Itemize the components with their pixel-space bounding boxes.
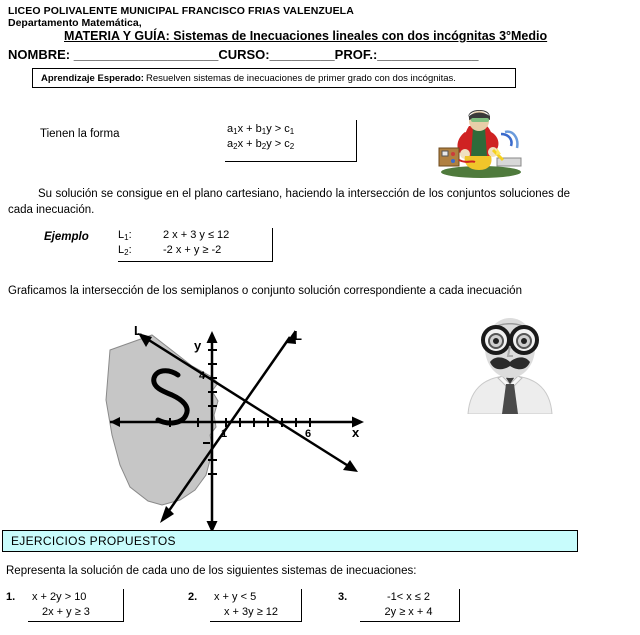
exercise-system-box [210, 589, 302, 622]
exercise-line-1: -1< x ≤ 2 [386, 591, 431, 603]
y-axis-top-arrow [207, 331, 218, 343]
professor-photo [462, 314, 558, 414]
exercises-banner-label: EJERCICIOS PROPUESTOS [11, 534, 176, 548]
exercise-number: 2. [188, 591, 198, 603]
exercises-instruction: Representa la solución de cada uno de los siguientes sistemas de inecuaciones: [6, 565, 417, 577]
graph-svg [100, 315, 390, 545]
x-tick-label-6: 6 [305, 428, 312, 440]
example-line-2: $L_2$: -2 x + y ≥ -2 [118, 244, 222, 257]
student-fields-line: NOMBRE: ____________________CURSO:_________PROF.:______________ [8, 47, 479, 62]
exercises-banner [2, 530, 578, 552]
exercise-system-box [360, 589, 460, 622]
example-line-1: $L_1$: 2 x + 3 y ≤ 12 [118, 229, 230, 242]
general-form-line-2: $a_2x + b_2y > c_2$ [227, 138, 295, 151]
y-tick-label-4: 4 [199, 370, 206, 382]
line-l1-arrow-end [343, 460, 358, 472]
solution-paragraph: Su solución se consigue en el plano cartesiano, haciendo la intersección de los conjuntos soluciones de cada inecuación. [8, 188, 570, 216]
exercise-line-2: 2y ≥ x + 4 [384, 606, 433, 618]
exercise-line-2: 2x + y ≥ 3 [42, 606, 90, 618]
line-l2-label: L [294, 328, 302, 343]
subject-title: MATERIA Y GUÍA: Sistemas de Inecuaciones lineales con dos incógnitas 3°Medio [64, 29, 548, 43]
general-form-box [225, 120, 357, 162]
y-axis-label: y [194, 338, 202, 353]
form-intro-text: Tienen la forma [40, 128, 120, 140]
exercise-line-1: x + 2y > 10 [32, 591, 87, 603]
exercise-system-box [28, 589, 124, 622]
x-tick-label-1: 1 [221, 428, 228, 440]
welder-illustration [435, 104, 527, 179]
learning-objective-box [32, 68, 516, 88]
example-label: Ejemplo [44, 231, 89, 243]
school-name: LICEO POLIVALENTE MUNICIPAL FRANCISCO FRIAS VALENZUELA [8, 5, 354, 17]
exercise-line-1: x + y < 5 [214, 591, 257, 603]
general-form-line-1: $a_1x + b_1y > c_1$ [227, 123, 295, 136]
exercise-number: 1. [6, 591, 16, 603]
x-axis-label: x [352, 425, 360, 440]
example-system-box [118, 228, 273, 262]
learning-objective-text: Resuelven sistemas de inecuaciones de primer grado con dos incógnitas. [145, 72, 456, 84]
department-name: Departamento Matemática, [8, 17, 142, 29]
graph-caption: Graficamos la intersección de los semiplanos o conjunto solución correspondiente a cada inecuación [8, 285, 522, 297]
exercise-line-2: x + 3y ≥ 12 [224, 606, 279, 618]
learning-objective-label: Aprendizaje Esperado: [41, 72, 144, 84]
exercise-number: 3. [338, 591, 348, 603]
cartesian-graph [100, 315, 390, 545]
line-l1-label: L [134, 323, 142, 338]
